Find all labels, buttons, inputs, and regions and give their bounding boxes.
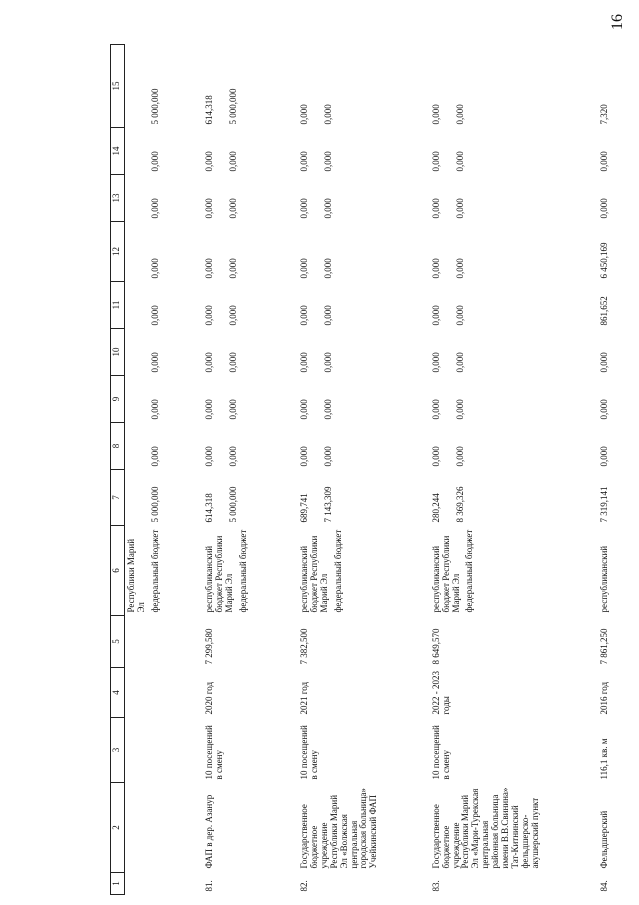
amount-cell [298,282,430,329]
column-header: 1 [111,873,125,895]
row-number: 83. [430,880,441,892]
amount-cell [430,175,599,222]
amount-value: 0,000 [228,399,239,420]
amount-value: 0,000 [454,151,465,172]
amount-cell [203,175,298,222]
amount-value: 0,000 [454,258,465,279]
column-header: 6 [111,526,125,616]
amount-value: 5 000,000 [149,486,160,523]
amount-value: 0,000 [430,446,441,467]
amount-value: 0,000 [299,151,310,172]
amount-cell [598,282,630,329]
amount-value: 0,000 [430,104,441,125]
amount-cell [203,376,298,423]
column-header: 3 [111,718,125,783]
period: 2022 - 2023 годы [430,671,451,715]
amount-cell [124,222,203,282]
amount-cell [124,175,203,222]
amount-value: 0,000 [228,352,239,373]
amount-value: 0,000 [454,198,465,219]
amount-cell [598,376,630,423]
object-name: Фельдшерский [599,810,610,869]
amount-value: 0,000 [430,399,441,420]
amount-cell [298,470,430,526]
amount-value: 0,000 [430,151,441,172]
amount-cell [598,470,630,526]
amount-cell [430,329,599,376]
amount-spacer [127,225,147,279]
amount-cell [598,128,630,175]
amount-value: 0,000 [323,352,334,373]
amount-cell [298,423,430,470]
amount-value: 0,000 [228,446,239,467]
amount-value: 0,000 [323,198,334,219]
object-name: ФАП в дер. Азанур [204,794,215,869]
amount-value: 0,000 [228,151,239,172]
fund-source: республиканский бюджет Республики Марий Эл [204,535,234,613]
total-cost: 7 299,580 [204,628,215,665]
amount-value: 0,000 [599,446,610,467]
amount-value: 0,000 [149,446,160,467]
fund-source: республиканский [599,545,610,613]
fund-source: федеральный бюджет [332,529,343,613]
column-header: 7 [111,470,125,526]
amount-value: 0,000 [204,399,215,420]
amount-cell [598,329,630,376]
amount-spacer [127,131,147,172]
amount-value: 8 369,326 [454,486,465,523]
amount-cell [430,376,599,423]
amount-value: 0,000 [204,305,215,326]
amount-value: 614,318 [204,493,215,523]
amount-cell [203,282,298,329]
amount-spacer [127,473,147,523]
amount-cell [203,45,298,128]
amount-value: 7 143,309 [323,486,334,523]
amount-value: 0,000 [323,305,334,326]
fund-source: республиканский бюджет Республики Марий Эл [299,535,329,613]
amount-cell [430,222,599,282]
amount-value: 0,000 [430,198,441,219]
amount-value: 614,318 [204,95,215,125]
amount-value: 0,000 [599,399,610,420]
empty-cell [124,873,203,895]
amount-cell [298,329,430,376]
amount-value: 0,000 [299,104,310,125]
amount-value: 0,000 [454,446,465,467]
amount-value: 0,000 [149,198,160,219]
amount-cell [203,329,298,376]
column-header: 15 [111,45,125,128]
amount-value: 0,000 [299,446,310,467]
fund-source-continued: Республики Марий Эл [125,538,146,613]
amount-cell [298,175,430,222]
amount-cell [203,470,298,526]
amount-value: 0,000 [430,258,441,279]
amount-cell [598,175,630,222]
amount-spacer [127,48,147,125]
amount-value: 0,000 [454,399,465,420]
amount-value: 0,000 [323,104,334,125]
amount-value: 280,244 [430,493,441,523]
table-row [203,45,298,895]
period: 2021 год [299,681,310,715]
amount-value: 0,000 [204,198,215,219]
amount-value: 0,000 [430,305,441,326]
amount-value: 0,000 [228,198,239,219]
amount-spacer [127,426,147,467]
amount-value: 0,000 [228,258,239,279]
object-name: Государственное бюджетное учреждение Республики Марий Эл «Мари-Турекская центральная районная больница имени В.В.Свинина» Тат-Китнинский фельдшерско-акушерский пункт [430,787,540,869]
row-number: 82. [299,880,310,892]
amount-spacer [127,379,147,420]
column-header: 12 [111,222,125,282]
amount-value: 6 450,169 [599,242,610,279]
column-header-row [111,45,125,895]
column-header: 2 [111,783,125,873]
amount-value: 689,741 [299,493,310,523]
amount-value: 0,000 [204,151,215,172]
amount-cell [124,128,203,175]
amount-value: 0,000 [323,399,334,420]
fund-source-cell [124,526,203,616]
amount-value: 0,000 [299,258,310,279]
amount-value: 0,000 [149,151,160,172]
amount-value: 861,652 [599,296,610,326]
period: 2016 год [599,681,610,715]
column-header: 13 [111,175,125,222]
fund-source-cell [203,526,298,616]
amount-value: 0,000 [228,305,239,326]
amount-value: 0,000 [299,352,310,373]
table-container [110,45,630,895]
amount-value: 0,000 [454,352,465,373]
amount-cell [203,423,298,470]
empty-cell [124,616,203,668]
column-header: 9 [111,376,125,423]
fund-source: республиканский бюджет Республики Марий Эл [430,535,461,613]
fund-source: федеральный бюджет [237,529,248,613]
total-cost: 8 649,570 [430,628,441,665]
table-row [598,45,630,895]
amount-cell [124,45,203,128]
amount-cell [598,423,630,470]
amount-value: 0,000 [299,399,310,420]
amount-cell [430,282,599,329]
fund-source: федеральный бюджет [464,529,475,613]
capacity: 116,1 кв. м [599,738,610,780]
amount-cell [203,128,298,175]
column-header: 10 [111,329,125,376]
row-number: 84. [599,880,610,892]
column-header: 4 [111,668,125,718]
row-number: 81. [204,880,215,892]
amount-value: 0,000 [323,151,334,172]
amount-cell [124,423,203,470]
amount-value: 5 000,000 [228,486,239,523]
column-header: 5 [111,616,125,668]
empty-cell [124,783,203,873]
amount-value: 5 000,000 [149,88,160,125]
capacity: 10 посещений в смену [204,725,225,780]
amount-cell [430,45,599,128]
amount-cell [124,282,203,329]
fund-source: федеральный бюджет [149,529,160,613]
amount-cell [430,128,599,175]
period: 2020 год [204,681,215,715]
amount-value: 0,000 [599,352,610,373]
amount-value: 0,000 [204,446,215,467]
object-name: Государственное бюджетное учреждение Республики Марий Эл «Волжская центральная городская больница» Учейкинский ФАП [299,788,379,869]
table-row [430,45,599,895]
fund-source-cell [430,526,599,616]
total-cost: 7 861,250 [599,628,610,665]
column-header: 11 [111,282,125,329]
amount-cell [298,128,430,175]
table-row [298,45,430,895]
amount-value: 0,000 [299,198,310,219]
amount-cell [124,376,203,423]
amount-cell [430,470,599,526]
amount-spacer [127,285,147,326]
page-number: 16 [609,14,626,30]
amount-spacer [127,332,147,373]
amount-cell [598,222,630,282]
funding-table [110,44,630,895]
amount-value: 0,000 [149,258,160,279]
amount-cell [124,329,203,376]
amount-value: 7,320 [599,104,610,125]
amount-cell [598,45,630,128]
amount-cell [298,376,430,423]
amount-cell [124,470,203,526]
amount-value: 0,000 [323,258,334,279]
amount-cell [298,45,430,128]
column-header: 8 [111,423,125,470]
amount-value: 0,000 [204,258,215,279]
amount-value: 0,000 [204,352,215,373]
amount-value: 0,000 [149,399,160,420]
amount-value: 0,000 [149,305,160,326]
total-cost: 7 382,500 [299,628,310,665]
column-header: 14 [111,128,125,175]
amount-spacer [127,178,147,219]
capacity: 10 посещений в смену [430,725,451,780]
amount-value: 0,000 [323,446,334,467]
fund-source-cell [298,526,430,616]
continuation-row [124,45,203,895]
empty-cell [124,718,203,783]
amount-value: 0,000 [599,151,610,172]
fund-source-cell [598,526,630,616]
amount-value: 0,000 [430,352,441,373]
amount-value: 0,000 [149,352,160,373]
amount-value: 5 000,000 [228,88,239,125]
amount-cell [430,423,599,470]
capacity: 10 посещений в смену [299,725,319,780]
amount-value: 0,000 [454,104,465,125]
amount-value: 0,000 [299,305,310,326]
table-body [111,45,631,895]
amount-cell [298,222,430,282]
amount-cell [203,222,298,282]
amount-value: 7 319,141 [599,486,610,523]
amount-value: 0,000 [599,198,610,219]
empty-cell [124,668,203,718]
amount-value: 0,000 [454,305,465,326]
